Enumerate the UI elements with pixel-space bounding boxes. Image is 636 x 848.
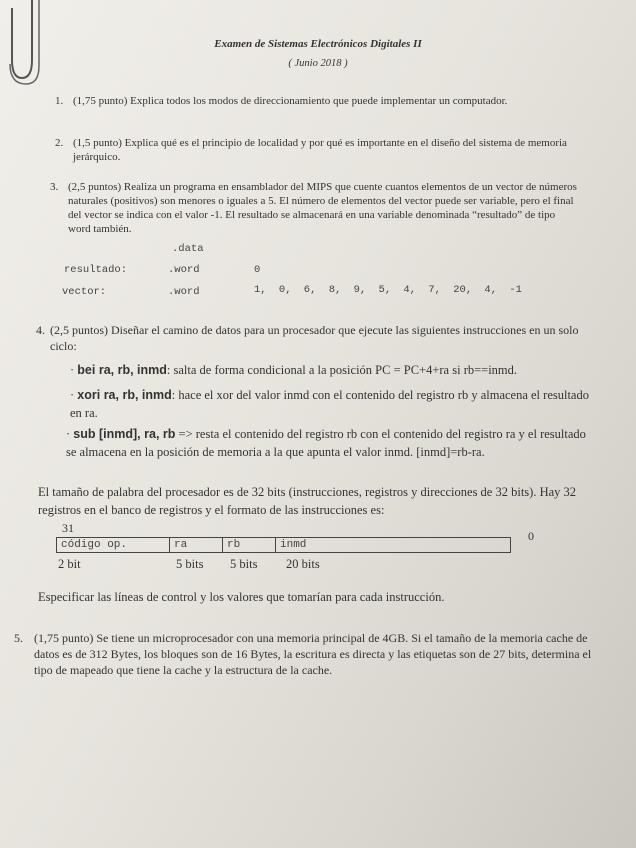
field-ra: ra [170,538,223,553]
question-number: 3. [50,181,59,193]
instruction-xori: · xori ra, rb, inmd: hace el xor del valor inmd con el contenido del registro rb y almacena el resultado en ra. [70,388,589,420]
instruction-desc: : hace el xor del valor inmd con el contenido del registro rb y almacena el resultado en ra. [70,388,589,420]
instruction-desc: => resta el contenido del registro rb con el contenido del registro ra y el resultado se almacena en la posición de memoria a la que apunta el valor inmd. [inmd]=rb-ra. [66,427,586,459]
field-rb: rb [223,538,276,553]
instruction-name: bei ra, rb, inmd [77,363,167,377]
question-number: 5. [14,631,23,645]
question-text: (1,5 punto) Explica qué es el principio de localidad y por qué es importante en el diseño del sistema de memoria jerárquico. [73,137,567,163]
width-rb: 5 bits [230,557,258,571]
width-ra: 5 bits [176,557,204,571]
question-number: 4. [36,323,45,337]
instruction-name: sub [inmd], ra, rb [73,427,176,441]
control-lines-text: Especificar las líneas de control y los valores que tomarían para cada instrucción. [38,590,445,604]
instruction-desc: : salta de forma condicional a la posición PC = PC+4+ra si rb==inmd. [166,363,518,377]
instruction-bei: · bei ra, rb, inmd: salta de forma condicional a la posición PC = PC+4+ra si rb==inmd. [70,363,518,377]
question-1 [55,94,575,108]
instruction-name: xori ra, rb, inmd [77,388,172,402]
question-2 [55,136,577,164]
code-type: .word [168,264,200,276]
question-4 [36,322,592,354]
question-text: (2,5 puntos) Diseñar el camino de datos para un procesador que ejecute las siguientes instrucciones en un solo ciclo: [50,323,579,353]
width-opcode: 2 bit [58,557,81,571]
question-text: (1,75 punto) Explica todos los modos de direccionamiento que puede implementar un computador. [73,95,508,107]
format-bit-high: 31 [62,521,74,535]
instruction-format-table [56,537,511,553]
width-inmd: 20 bits [286,557,320,571]
exam-date: ( Junio 2018 ) [288,58,348,69]
code-directive: .data [172,243,204,255]
question-3 [50,180,580,236]
code-label-vector: vector: [62,286,107,298]
exam-title: Examen de Sistemas Electrónicos Digitales II [214,38,422,50]
word-size-text: El tamaño de palabra del procesador es de 32 bits (instrucciones, registros y direcciones de 32 bits). Hay 32 registros en el banco de registros y el formato de las instrucciones es: [38,485,577,517]
field-inmd: inmd [276,538,511,553]
question-text: (1,75 punto) Se tiene un microprocesador con una memoria principal de 4GB. Si el tamaño de la memoria cache de datos es de 312 Bytes, los bloques son de 16 Bytes, la escritura es directa y las etiquetas son de 27 bits, determina el tipo de mapeado que tiene la cache y la estructura de la cache. [34,631,592,677]
field-opcode: código op. [57,538,170,553]
question-number: 1. [55,95,64,107]
code-value: 1, 0, 6, 8, 9, 5, 4, 7, 20, 4, -1 [254,284,522,296]
question-text: (2,5 puntos) Realiza un programa en ensamblador del MIPS que cuente cuantos elementos de un vector de números naturales (positivos) son menores o iguales a 5. El número de elementos del vector puede ser variable, pero el final del vector se indica con el valor -1. El resultado se almacenará en una variable denominada “resultado” de tipo word también. [68,181,577,235]
code-label-resultado: resultado: [64,264,128,276]
code-value: 0 [254,264,261,276]
instruction-sub: · sub [inmd], ra, rb => resta el contenido del registro rb con el contenido del registro ra y el resultado se almacena en la posición de memoria a la que apunta el valor inmd. [inmd]=rb-ra. [66,427,586,459]
question-number: 2. [55,137,64,149]
format-bit-low: 0 [528,529,534,543]
question-5 [14,630,604,678]
code-type: .word [168,286,200,298]
